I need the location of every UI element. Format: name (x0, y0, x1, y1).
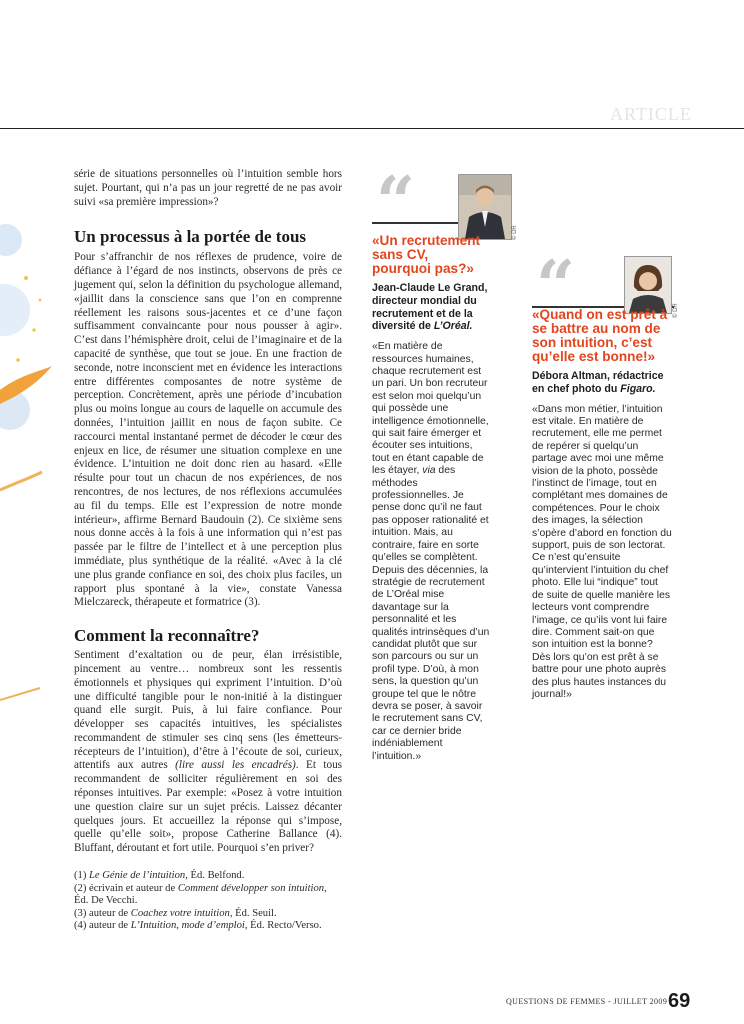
footnotes (74, 870, 342, 933)
section-text-reconnaitre-part2: . Et tous recommandent de solliciter régulièrement en soi des réponses intuitives. Par exemple: «Posez à votre intuition une question claire sur un sujet précis. Laissez décanter quelques jours. Et accueillez la réponse qui s’impose, quelle qu’elle soit», propose Catherine Ballance (4). Bluffant, déroutant et fort utile. Pourquoi s’en priver? (74, 759, 343, 855)
footnote: (3) auteur de Coachez votre intuition, Éd. Seuil. (74, 907, 277, 919)
section-text-reconnaitre-part1: Sentiment d’exaltation ou de peur, élan irrésistible, pincement au ventre… nombreux sont les ressentis émotionnels et physiques qui expriment l’intuition. D’où une difficulté tangible pour le non-initié à la distinguer quand elle surgit. Puis, à lui faire confiance. Pour développer ses capacités intuitives, les spécialistes recommandent de stimuler ses cinq sens (les émetteurs-récepteurs de l’intuition), d’être à l’écoute de soi, curieux, attentifs aux autres (74, 649, 342, 772)
section-heading-reconnaitre: Comment la reconnaître? (74, 626, 260, 646)
photo-credit: © DR (512, 225, 518, 240)
footnote: (1) Le Génie de l’intuition, Éd. Belfond. (74, 870, 245, 882)
pull-quote: «Un recrutement sans CV, pourquoi pas?» (372, 233, 481, 276)
portrait-woman-icon (625, 257, 671, 313)
section-text-reconnaitre (74, 649, 342, 856)
quote-column-legrand (372, 234, 490, 763)
top-rule (0, 128, 744, 129)
portrait-man-icon (459, 175, 511, 239)
quote-column-altman (532, 308, 672, 701)
quote-author: Débora Altman, rédactrice en chef photo du Figaro. (532, 370, 664, 395)
section-text-processus: Pour s’affranchir de nos réflexes de prudence, voire de défiance à l’égard de nos instincts, observons de près ce jugement qui, selon la définition du psychologue allemand, «jaillit dans la conscience sans que l’on en comprenne réellement les raisons sous-jacentes et ce d’une façon suffisamment convaincante pour nous pousser à agir». C’est dans l’hémisphère droit, celui de l’imaginaire et de la capacité de synthèse, que tout se joue. En une fraction de seconde, notre inconscient met en évidence les interactions entre différentes composantes de notre système de perception. Concrètement, après une période d’incubation plus ou moins longue au cours de laquelle on accumule des données, l’intuition jaillit en nous de façon subite. Ce raccourci mental instantané permet de décoder le cœur des enjeux en lice, de résumer une situation complexe en une évidence. L’intuition ne doit donc rien au hasard. «Elle résulte pour tout un chacun de nos expériences, de nos rencontres, de nos lectures, de nos réflexions accumulées au fil du temps. Elle est l’expression de notre monde intérieur», affirme Bernard Baudouin (2). Ce sixième sens nous donne accès à la fois à une information qui n’est pas passée par le filtre de l’intellect et à une perception plus immédiate, plus synthétique de la réalité. «Avec à la clé une plus grande confiance en soi, des choix plus faciles, un rapport plus spontané à la vie», constate Vanessa Mielczareck, thérapeute et formatrice (3). (74, 251, 342, 609)
article-column (74, 168, 342, 933)
footnote: (2) écrivain et auteur de Comment développer son intuition, Éd. De Vecchi. (74, 882, 327, 907)
section-text-reconnaitre-italic: (lire aussi les encadrés) (175, 759, 296, 772)
footer-magazine: QUESTIONS DE FEMMES - JUILLET 2009 (506, 997, 668, 1006)
photo-credit: © DR (673, 303, 679, 318)
quote-body: «Dans mon métier, l’intuition est vitale. En matière de recrutement, elle me permet de repérer si quelqu’un partage avec moi une même vision de la photo, possède l’instinct de l’image, tout en complétant mes domaines de compétences. Pour le choix des images, la sélection s’opère d’abord en fonction du support, puis de son lectorat. Ce n’est qu’ensuite qu’intervient l’intuition du chef photo. Elle lui “indique” tout de suite de quelle manière les lecteurs vont comprendre l’image, ce qu’ils vont lui faire dire. Comment sait-on que son intuition est la bonne? Dès lors qu’on est prêt à se battre pour une photo auprès des plus hautes instances du journal!» (532, 403, 672, 700)
pull-quote: «Quand on est prêt à se battre au nom de son intuition, c’est qu’elle est bonne!» (532, 307, 668, 364)
header-ghost-text: ARTICLE (610, 104, 692, 124)
footnote: (4) auteur de L’Intuition, mode d’emploi, Éd. Recto/Verso. (74, 920, 322, 932)
quote-body: «En matière de ressources humaines, chaque recrutement est un pari. Un bon recruteur est selon moi quelqu’un qui possède une intelligence émotionnelle, qui sait faire émerger et écouter ses intuitions, tout en étant capable de les étayer, via des méthodes professionnelles. Je pense donc qu’il ne faut pas opposer rationalité et intuition. Mais, au contraire, faire en sorte qu’elles se complètent. Depuis des décennies, la stratégie de recrutement de L’Oréal mise davantage sur la personnalité et les qualités intrinsèques d’un candidat plutôt que sur son parcours ou sur un profil type. D’où, à mon sens, la question qu’un groupe tel que le nôtre devra se poser, à savoir le recrutement sans CV, car ce dernier bride indéniablement l’intuition.» (372, 341, 490, 762)
section-heading-processus: Un processus à la portée de tous (74, 227, 307, 247)
quote-mark-icon: “ (536, 246, 576, 326)
author-photo-altman (624, 256, 672, 314)
page-number: 69 (668, 990, 691, 1012)
decorative-ornament (0, 160, 60, 780)
quote-mark-icon: “ (376, 162, 416, 242)
quote-author: Jean-Claude Le Grand, directeur mondial du recrutement et de la diversité de L’Oréal. (372, 282, 488, 333)
article-intro: série de situations personnelles où l’intuition semble hors sujet. Pourtant, qui n’a pas un jour regretté de ne pas avoir suivi «sa première impression»? (74, 168, 342, 208)
author-photo-legrand (458, 174, 512, 240)
